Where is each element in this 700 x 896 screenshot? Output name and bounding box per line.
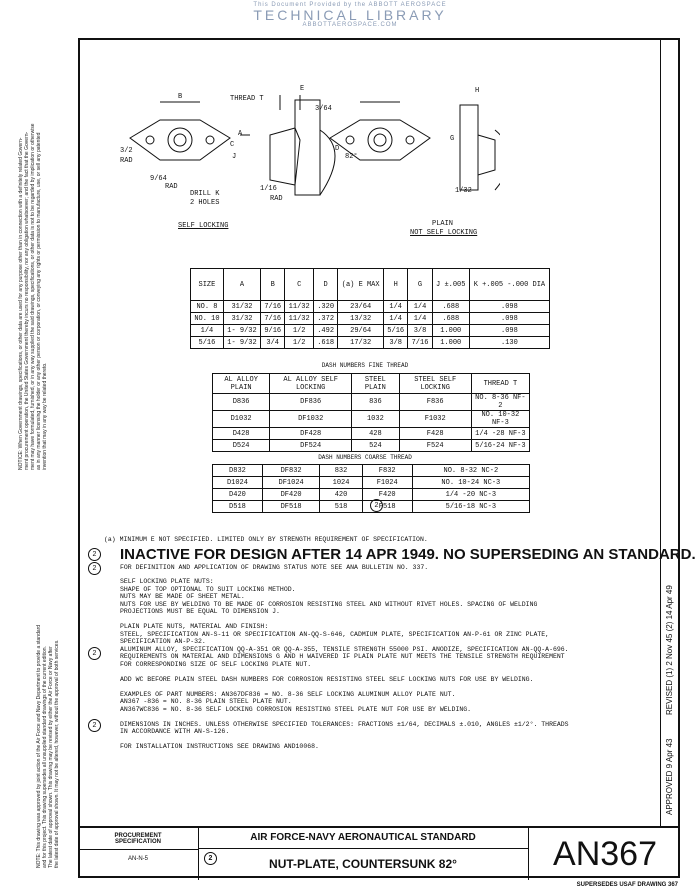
dim-label-g: G xyxy=(450,135,455,143)
note-a: (a) MINIMUM E NOT SPECIFIED. LIMITED ONLY BY STRENGTH REQUIREMENT OF SPECIFICATION. xyxy=(104,536,428,543)
col-header: G xyxy=(408,269,432,301)
revised-dates: REVISED (1) 2 Nov 45 (2) 14 Apr 49 xyxy=(665,585,674,715)
table-row: 5/16 1- 9/32 3/4 1/2 .618 17/32 3/8 7/16 1.000 .130 xyxy=(191,337,550,349)
dim-label-3-64: 3/64 xyxy=(315,105,332,113)
col-header: THREAD T xyxy=(471,374,529,394)
dim-label-1-16: 1/16 xyxy=(260,185,277,193)
col-header: C xyxy=(285,269,314,301)
header-title: TECHNICAL LIBRARY xyxy=(253,7,447,23)
procurement-cell xyxy=(78,828,199,880)
table-row: NO. 8 31/32 7/16 11/32 .320 23/64 1/4 1/4 .688 .098 xyxy=(191,301,550,313)
dim-label-h: H xyxy=(475,87,480,95)
table-row: D420 DF420 420 F420 1/4 -20 NC-3 xyxy=(213,489,530,501)
inactive-notice: INACTIVE FOR DESIGN AFTER 14 APR 1949. NO SUPERSEDING AN STANDARD. xyxy=(120,546,696,563)
table-row: D836 DF836 836 F836 NO. 8-36 NF-2 xyxy=(213,394,530,411)
header-line-1: This Document Provided by the ABBOTT AEROSPACE xyxy=(253,2,447,8)
col-header: STEEL PLAIN xyxy=(352,374,400,394)
dim-label-thread: THREAD T xyxy=(230,95,264,103)
fine-thread-title: DASH NUMBERS FINE THREAD xyxy=(321,362,409,369)
approved-date: APPROVED 9 Apr 43 xyxy=(665,738,674,815)
col-header: A xyxy=(223,269,260,301)
dimension-table xyxy=(190,268,550,349)
dim-label-drill-k: DRILL K xyxy=(190,190,220,198)
header-url: ABBOTTAEROSPACE.COM xyxy=(302,22,398,28)
dim-label-d: D xyxy=(335,145,340,153)
coarse-thread-title: DASH NUMBERS COARSE THREAD xyxy=(318,454,412,461)
revision-mark: 2 xyxy=(88,562,101,575)
revision-mark: 2 xyxy=(204,852,217,865)
col-header: H xyxy=(384,269,408,301)
dim-label-c: C xyxy=(230,141,235,149)
col-header: STEEL SELF LOCKING xyxy=(399,374,471,394)
specification-label: SPECIFICATION xyxy=(115,839,161,845)
nut-plate-figures xyxy=(120,80,500,240)
revision-mark: 2 xyxy=(370,499,383,512)
col-header: B xyxy=(261,269,285,301)
dim-label-j: J xyxy=(232,153,237,161)
dim-label-2-holes: 2 HOLES xyxy=(190,199,220,207)
library-header xyxy=(0,2,700,28)
table-row: D524 DF524 524 F524 5/16-24 NF-3 xyxy=(213,440,530,452)
col-header: AL ALLOY PLAIN xyxy=(213,374,270,394)
title-block xyxy=(78,826,680,880)
dim-label-1-32: 1/32 xyxy=(455,187,472,195)
definition-note: FOR DEFINITION AND APPLICATION OF DRAWING STATUS NOTE SEE ANA BULLETIN NO. 337. xyxy=(120,564,429,571)
col-header: D xyxy=(313,269,337,301)
dim-label-rad-2: RAD xyxy=(165,183,178,191)
supersedes-note: SUPERSEDES USAF DRAWING 367 xyxy=(576,882,678,888)
plain-figure xyxy=(330,102,500,190)
dim-label-rad: RAD xyxy=(120,157,133,165)
caption-not-self-locking: NOT SELF LOCKING xyxy=(410,229,478,237)
table-row: D1032 DF1032 1032 F1032 NO. 10-32 NF-3 xyxy=(213,411,530,428)
title-cell xyxy=(198,828,528,880)
col-header: (a) E MAX xyxy=(338,269,384,301)
revision-mark: 2 xyxy=(88,548,101,561)
dim-label-e: E xyxy=(300,85,305,93)
col-header: AL ALLOY SELF LOCKING xyxy=(270,374,352,394)
table-row: 1/4 1- 9/32 9/16 1/2 .492 29/64 5/16 3/8 1.000 .098 xyxy=(191,325,550,337)
part-title: NUT-PLATE, COUNTERSUNK 82° xyxy=(269,857,457,871)
table-row: D428 DF428 428 F428 1/4 -28 NF-3 xyxy=(213,428,530,440)
revision-mark: 2 xyxy=(88,647,101,660)
caption-plain: PLAIN xyxy=(432,220,454,228)
col-header: SIZE xyxy=(191,269,224,301)
revision-mark: 2 xyxy=(88,719,101,732)
table-row: D1024 DF1024 1024 F1024 NO. 10-24 NC-3 xyxy=(213,477,530,489)
dim-label-a: A xyxy=(238,130,243,138)
table-row: D518 DF518 518 F518 5/16-18 NC-3 xyxy=(213,501,530,513)
dim-label-b-2: 3/2 xyxy=(120,147,133,155)
government-notice: NOTICE: When Government drawings, specifications, or other data are used for any purpose other than in connection with a definitely related Govern- ment procurement operation, the United States Government thereby incurs no responsibility, nor any obligation whatsoever; and the fact that the Govern- ment may have formulated, furnished, or in any way supplied the said drawings, specifications, or other data is not to be regarded by implication or otherwise as in any manner licensing the holder or any other person or corporation, or conveying any rights or permission to manufacture, use, or sell any patented invention that may in any way be related thereto. xyxy=(18,123,48,470)
dim-label-82deg: 82° xyxy=(345,153,358,161)
spec-number: AN-N-5 xyxy=(78,849,198,862)
col-header: J ±.005 xyxy=(432,269,469,301)
caption-self-locking: SELF LOCKING xyxy=(178,222,229,230)
organization: AIR FORCE-NAVY AERONAUTICAL STANDARD xyxy=(198,828,528,849)
table-row: D832 DF832 832 F832 NO. 8-32 NC-2 xyxy=(213,465,530,477)
fine-thread-table xyxy=(212,373,530,452)
procurement-label: PROCUREMENT xyxy=(114,833,162,839)
dim-label-rad-3: RAD xyxy=(270,195,283,203)
table-row: NO. 10 31/32 7/16 11/32 .372 13/32 1/4 1/4 .688 .098 xyxy=(191,313,550,325)
col-header: K +.005 -.000 DIA xyxy=(469,269,549,301)
approval-note: NOTE: This drawing was approved by joint action of the Air Force and Navy Department to provide a standard and for this project. This drawing supersedes all unsupplied standard drawings of the current edition. The latest date of approval shown. This drawing may be revised by either the Air Force or Navy after the latest date of approval shown. It may not be altered, however, without the approval of both services. xyxy=(36,624,60,868)
dim-label-9-64: 9/64 xyxy=(150,175,167,183)
drawing-number: AN367 xyxy=(528,828,681,880)
dim-label-b: B xyxy=(178,93,183,101)
